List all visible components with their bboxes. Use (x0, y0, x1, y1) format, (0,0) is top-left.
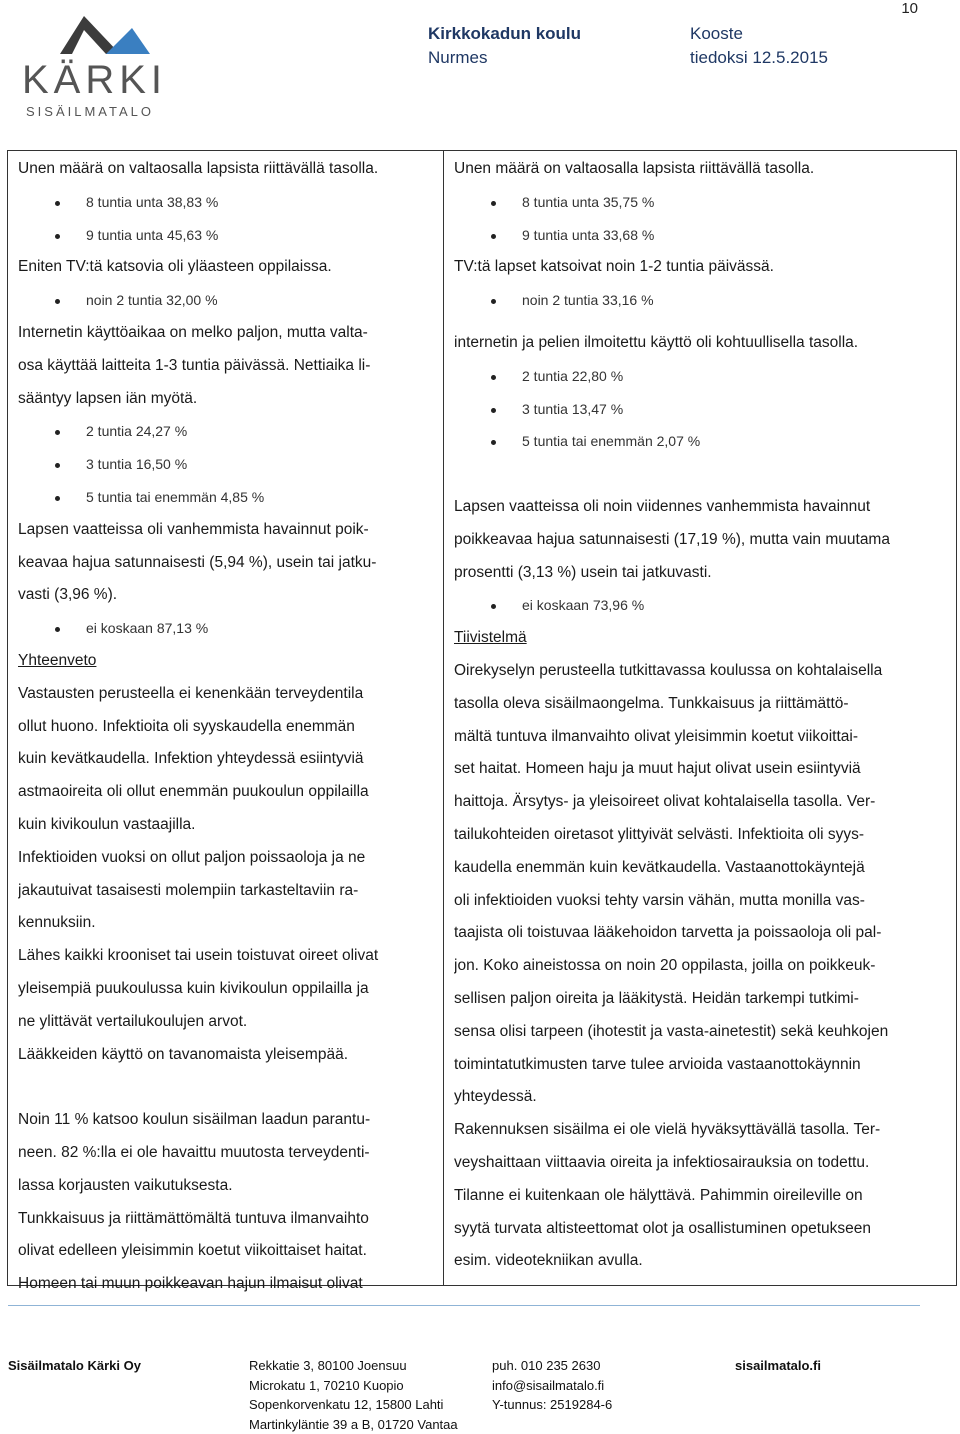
bullet-text: 8 tuntia unta 38,83 % (46, 194, 218, 210)
bullet-text: 9 tuntia unta 33,68 % (482, 227, 654, 243)
header-date: tiedoksi 12.5.2015 (690, 46, 828, 70)
footer-address: Microkatu 1, 70210 Kuopio (249, 1376, 458, 1396)
text-line: Lapsen vaatteissa oli vanhemmista havainnut poik- (18, 514, 433, 547)
page-number: 10 (901, 0, 918, 17)
footer-company: Sisäilmatalo Kärki Oy (8, 1356, 141, 1376)
text-line: astmaoireita oli ollut enemmän puukoulun oppilailla (18, 776, 433, 809)
bullet-item (454, 360, 946, 393)
bullet-text: 3 tuntia 16,50 % (46, 456, 187, 472)
text-line: kuin kevätkaudella. Infektion yhteydessä esiintyviä (18, 743, 433, 776)
bullet-item (454, 186, 946, 219)
text-line: taajista oli toistuvaa lääkehoidon tarvetta ja poissaoloja oli pal- (454, 917, 946, 950)
text-line: sääntyy lapsen iän myötä. (18, 383, 433, 416)
text-line: Lääkkeiden käyttö on tavanomaista yleisempää. (18, 1039, 433, 1072)
bullet-item (18, 448, 433, 481)
text-line: lassa korjausten vaikutuksesta. (18, 1170, 433, 1203)
header-doc-type: Kooste (690, 22, 743, 46)
text-line: syytä turvata altisteettomat olot ja osallistuminen opetukseen (454, 1213, 946, 1246)
text-line: Lapsen vaatteissa oli noin viidennes vanhemmista havainnut (454, 491, 946, 524)
text-line: sensa olisi tarpeen (ihotestit ja vasta-ainetestit) sekä keuhkojen (454, 1016, 946, 1049)
bullet-text: ei koskaan 87,13 % (46, 620, 208, 636)
footer-business-id: Y-tunnus: 2519284-6 (492, 1395, 612, 1415)
text-line: set haitat. Homeen haju ja muut hajut olivat usein esiintyviä (454, 753, 946, 786)
section-heading: Yhteenveto (18, 645, 433, 678)
text-line: keavaa hajua satunnaisesti (5,94 %), usein tai jatku- (18, 547, 433, 580)
text-line: osa käyttää laitteita 1-3 tuntia päivässä. Nettiaika li- (18, 350, 433, 383)
spacer (454, 317, 946, 327)
text-line: TV:tä lapset katsoivat noin 1-2 tuntia päivässä. (454, 251, 946, 284)
left-column (8, 151, 444, 1285)
bullet-item (454, 589, 946, 622)
text-line: Noin 11 % katsoo koulun sisäilman laadun parantu- (18, 1104, 433, 1137)
text-line: yhteydessä. (454, 1081, 946, 1114)
text-line: veyshaittaan viittaavia oireita ja infektiosairauksia on todettu. (454, 1147, 946, 1180)
text-line: Rakennuksen sisäilma ei ole vielä hyväksyttävällä tasolla. Ter- (454, 1114, 946, 1147)
text-line: esim. videotekniikan avulla. (454, 1245, 946, 1278)
text-line: ne ylittävät vertailukoulujen arvot. (18, 1006, 433, 1039)
footer-rule (8, 1305, 920, 1306)
right-column (444, 151, 956, 1285)
text-line: prosentti (3,13 %) usein tai jatkuvasti. (454, 557, 946, 590)
footer-contacts (492, 1356, 612, 1415)
text-line: Vastausten perusteella ei kenenkään terveydentila (18, 678, 433, 711)
text-line: kaudella enemmän kuin kevätkaudella. Vastaanottokäyntejä (454, 852, 946, 885)
footer-website-link[interactable]: sisailmatalo.fi (735, 1356, 821, 1376)
bullet-item (18, 186, 433, 219)
bullet-text: 2 tuntia 24,27 % (46, 423, 187, 439)
text-line: Internetin käyttöaikaa on melko paljon, mutta valta- (18, 317, 433, 350)
bullet-item (454, 219, 946, 252)
footer-phone: puh. 010 235 2630 (492, 1356, 612, 1376)
text-line: Oirekyselyn perusteella tutkittavassa koulussa on kohtalaisella (454, 655, 946, 688)
footer-addresses (249, 1356, 458, 1434)
text-line: Unen määrä on valtaosalla lapsista riittävällä tasolla. (18, 153, 433, 186)
text-line: haittoja. Ärsytys- ja yleisoireet olivat kohtalaisella tasolla. Ver- (454, 786, 946, 819)
text-line: internetin ja pelien ilmoitettu käyttö oli kohtuullisella tasolla. (454, 327, 946, 360)
text-line: kuin kivikoulun vastaajilla. (18, 809, 433, 842)
text-line: jakautuivat tasaisesti molempiin tarkasteltaviin ra- (18, 875, 433, 908)
bullet-text: 5 tuntia tai enemmän 2,07 % (482, 433, 700, 449)
footer-address: Martinkyläntie 39 a B, 01720 Vantaa (249, 1415, 458, 1434)
bullet-item (18, 481, 433, 514)
text-line: toimintatutkimusten tarve tulee arvioida vastaanottokäynnin (454, 1049, 946, 1082)
bullet-text: noin 2 tuntia 33,16 % (482, 292, 654, 308)
text-line: Unen määrä on valtaosalla lapsista riittävällä tasolla. (454, 153, 946, 186)
bullet-text: noin 2 tuntia 32,00 % (46, 292, 218, 308)
text-line: sellisen paljon oireita ja lääkitystä. Heidän tarkempi tutkimi- (454, 983, 946, 1016)
text-line: yleisempiä puukoulussa kuin kivikoulun oppilailla ja (18, 973, 433, 1006)
bullet-item (18, 415, 433, 448)
bullet-item (454, 425, 946, 458)
text-line: olivat edelleen yleisimmin koetut viikoittaiset haitat. (18, 1235, 433, 1268)
bullet-text: 9 tuntia unta 45,63 % (46, 227, 218, 243)
bullet-text: ei koskaan 73,96 % (482, 597, 644, 613)
bullet-item (454, 284, 946, 317)
text-line: Homeen tai muun poikkeavan hajun ilmaisut olivat (18, 1268, 433, 1301)
bullet-text: 5 tuntia tai enemmän 4,85 % (46, 489, 264, 505)
text-line: oli infektioiden vuoksi tehty varsin vähän, mutta monilla vas- (454, 885, 946, 918)
text-line: poikkeavaa hajua satunnaisesti (17,19 %), mutta vain muutama (454, 524, 946, 557)
text-line: neen. 82 %:lla ei ole havaittu muutosta terveydenti- (18, 1137, 433, 1170)
footer-address: Rekkatie 3, 80100 Joensuu (249, 1356, 458, 1376)
bullet-item (18, 284, 433, 317)
text-line: vasti (3,96 %). (18, 579, 433, 612)
comparison-table (7, 150, 957, 1286)
karki-logo (22, 14, 182, 118)
text-line: Infektioiden vuoksi on ollut paljon poissaoloja ja ne (18, 842, 433, 875)
bullet-text: 2 tuntia 22,80 % (482, 368, 623, 384)
roof-icon (22, 14, 182, 64)
bullet-item (18, 612, 433, 645)
bullet-item (18, 219, 433, 252)
text-line: kennuksiin. (18, 907, 433, 940)
text-line: Eniten TV:tä katsovia oli yläasteen oppilaissa. (18, 251, 433, 284)
text-line: Lähes kaikki krooniset tai usein toistuvat oireet olivat (18, 940, 433, 973)
bullet-text: 8 tuntia unta 35,75 % (482, 194, 654, 210)
footer-address: Sopenkorvenkatu 12, 15800 Lahti (249, 1395, 458, 1415)
logo-word: KÄRKI (22, 58, 167, 103)
spacer (18, 1071, 433, 1104)
header-town: Nurmes (428, 46, 488, 70)
bullet-text: 3 tuntia 13,47 % (482, 401, 623, 417)
text-line: Tilanne ei kuitenkaan ole hälyttävä. Pahimmin oireileville on (454, 1180, 946, 1213)
text-line: Tunkkaisuus ja riittämättömältä tuntuva ilmanvaihto (18, 1203, 433, 1236)
logo-subtitle: SISÄILMATALO (26, 104, 154, 119)
text-line: jon. Koko aineistossa on noin 20 oppilasta, joilla on poikkeuk- (454, 950, 946, 983)
footer-email[interactable]: info@sisailmatalo.fi (492, 1376, 612, 1396)
spacer (454, 458, 946, 491)
text-line: mältä tuntuva ilmanvaihto olivat yleisimmin koetut viikoittai- (454, 721, 946, 754)
bullet-item (454, 393, 946, 426)
section-heading: Tiivistelmä (454, 622, 946, 655)
header-school: Kirkkokadun koulu (428, 22, 581, 46)
text-line: tasolla oleva sisäilmaongelma. Tunkkaisuus ja riittämättö- (454, 688, 946, 721)
text-line: tailukohteiden oiretasot ylittyivät selvästi. Infektioita oli syys- (454, 819, 946, 852)
text-line: ollut huono. Infektioita oli syyskaudella enemmän (18, 711, 433, 744)
